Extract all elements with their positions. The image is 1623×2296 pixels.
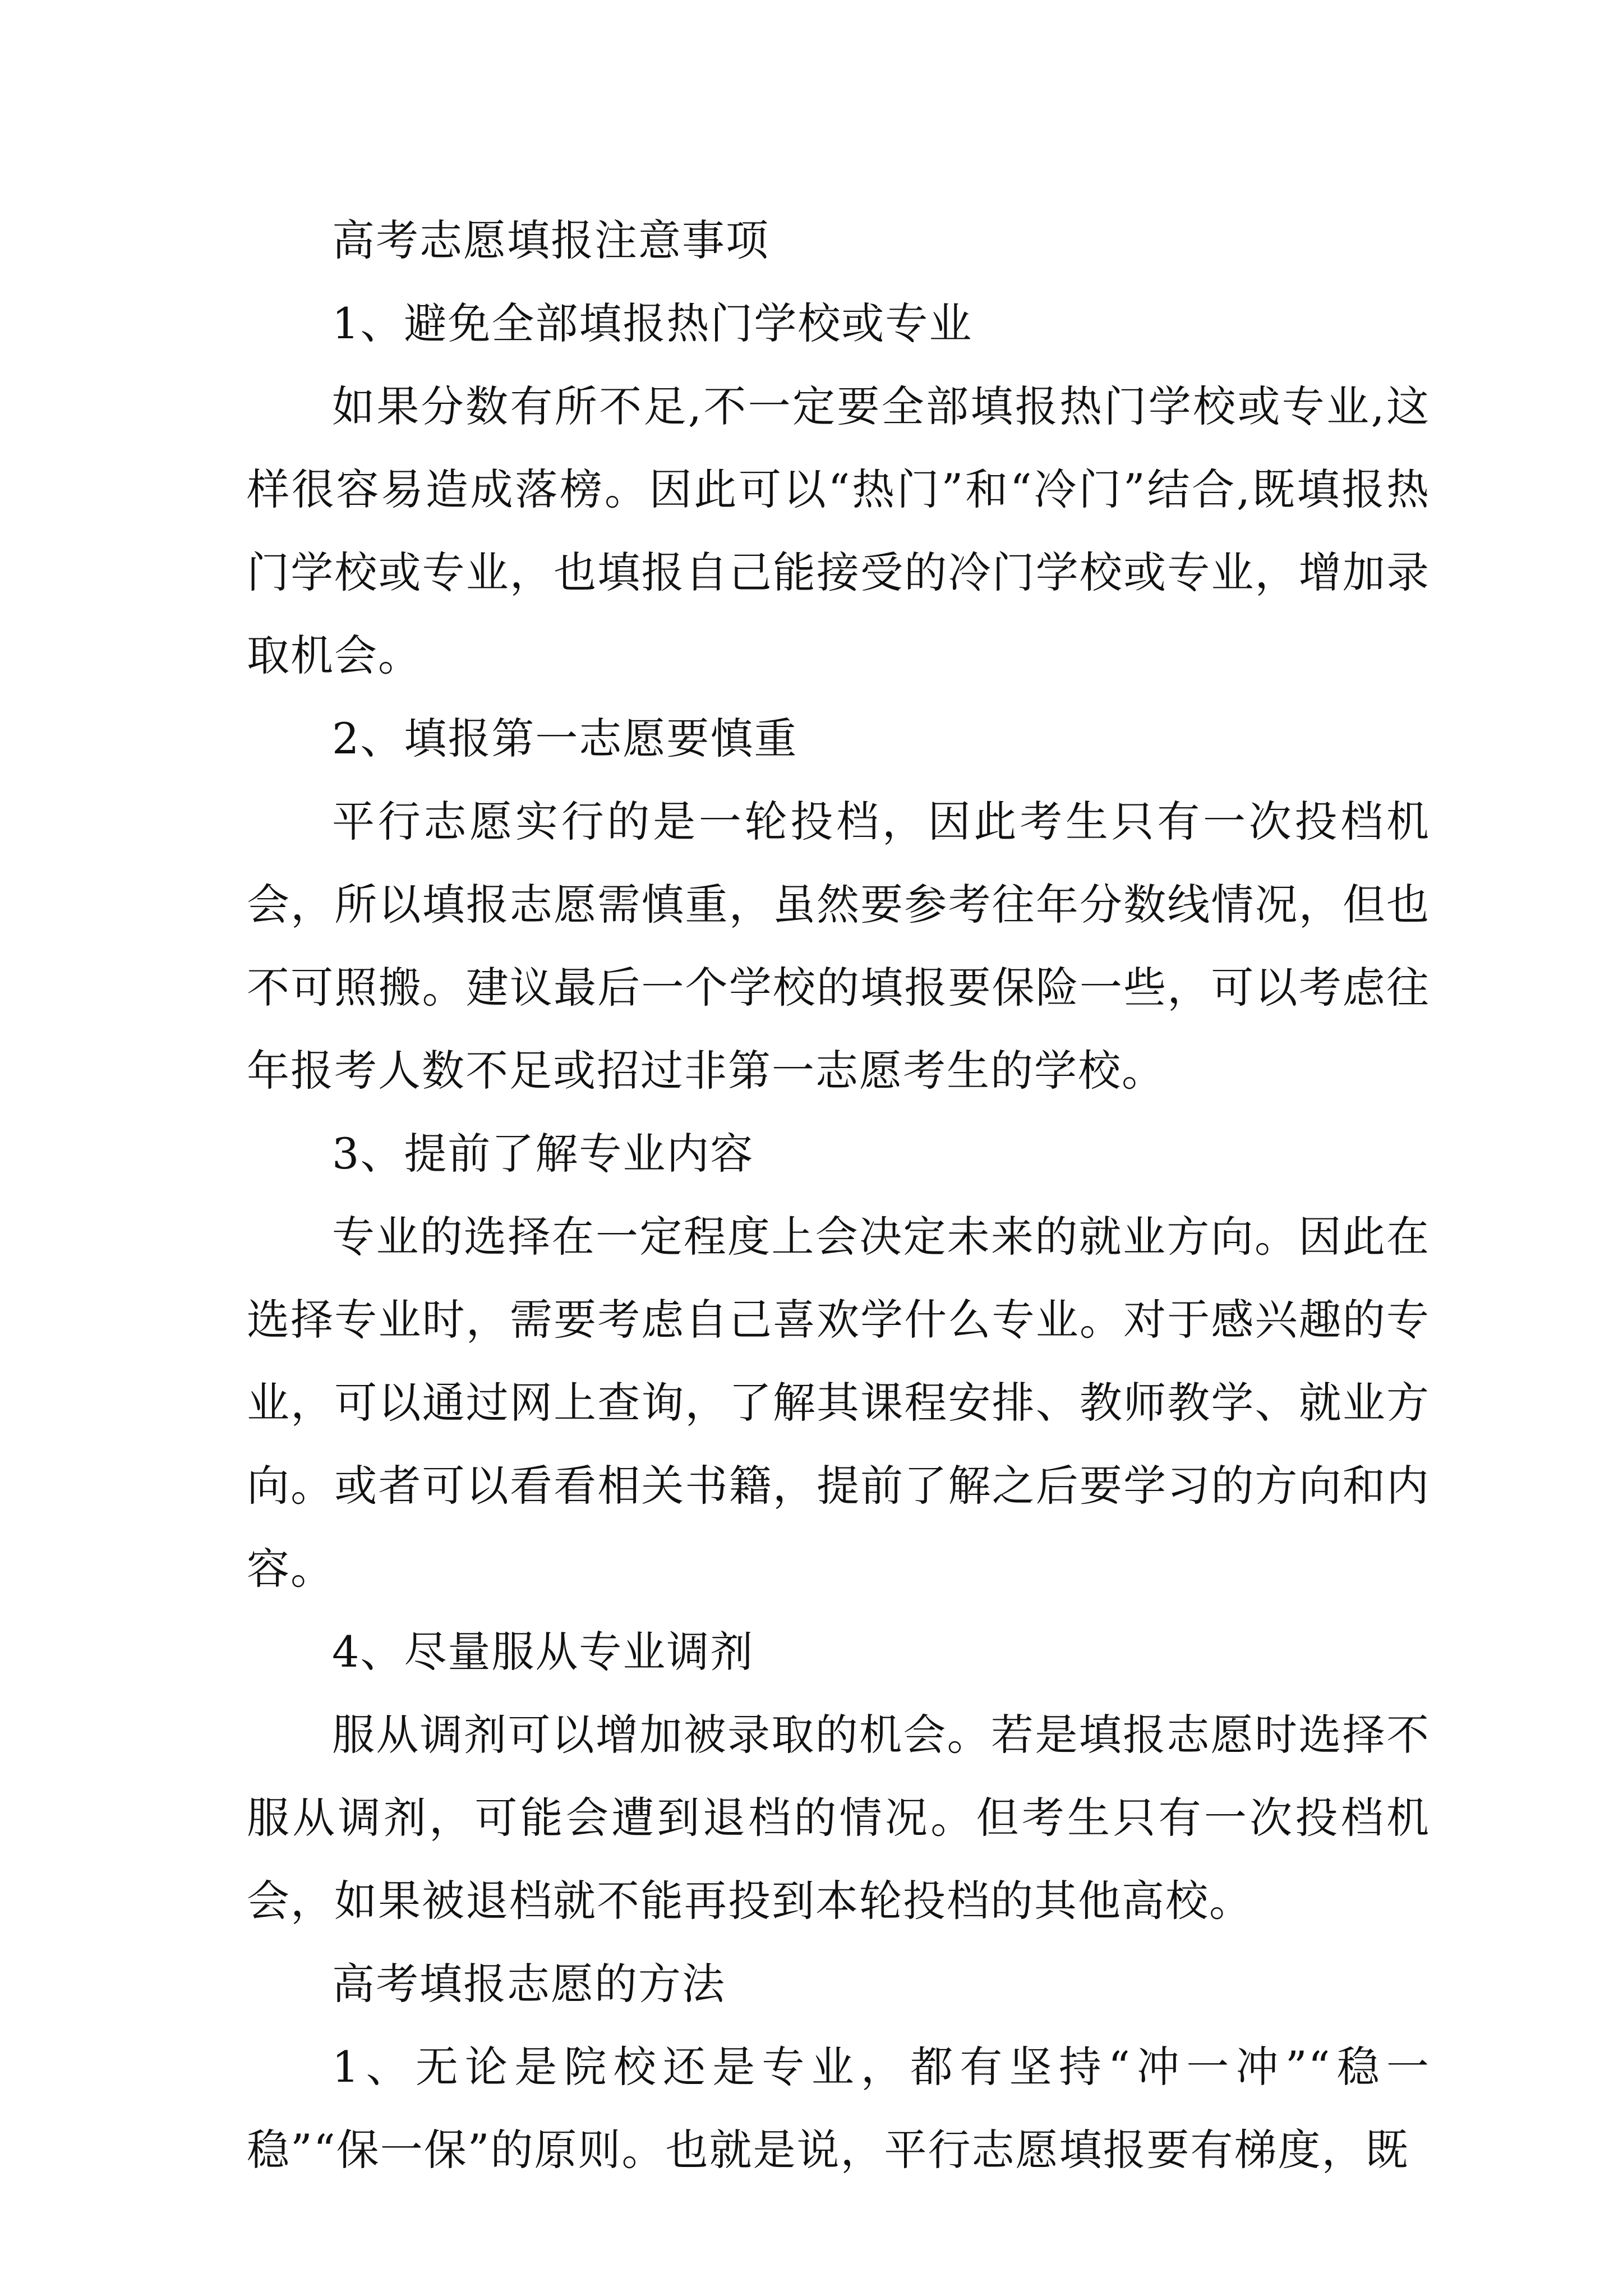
subheading-2: 2、填报第一志愿要慎重 [332,714,798,763]
paragraph-2: 平行志愿实行的是一轮投档，因此考生只有一次投档机会，所以填报志愿需慎重，虽然要参考往年分数线情况，但也不可照搬。建议最后一个学校的填报要保险一些，可以考虑往年报考人数不足或招过非第一志愿考生的学校。 [247,797,1430,1096]
paragraph-5: 1、无论是院校还是专业，都有坚持“冲一冲”“稳一稳”“保一保”的原则。也就是说，平行志愿填报要有梯度，既 [247,2042,1430,2175]
subheading-1: 1、避免全部填报热门学校或专业 [332,298,973,348]
subheading-4: 4、尽量服从专业调剂 [332,1627,754,1677]
heading-methods: 高考填报志愿的方法 [332,1959,726,2009]
subheading-3: 3、提前了解专业内容 [332,1129,754,1179]
paragraph-3: 专业的选择在一定程度上会决定未来的就业方向。因此在选择专业时，需要考虑自己喜欢学什么专业。对于感兴趣的专业，可以通过网上查询，了解其课程安排、教师教学、就业方向。或者可以看看相关书籍，提前了解之后要学习的方向和内容。 [247,1212,1430,1594]
paragraph-4: 服从调剂可以增加被录取的机会。若是填报志愿时选择不服从调剂，可能会遭到退档的情况。但考生只有一次投档机会，如果被退档就不能再投到本轮投档的其他高校。 [247,1710,1430,1926]
document-body [247,199,1430,2192]
heading-notes: 高考志愿填报注意事项 [332,215,769,265]
paragraph-1: 如果分数有所不足,不一定要全部填报热门学校或专业,这样很容易造成落榜。因此可以“热门”和“冷门”结合,既填报热门学校或专业，也填报自己能接受的冷门学校或专业，增加录取机会。 [247,381,1430,680]
